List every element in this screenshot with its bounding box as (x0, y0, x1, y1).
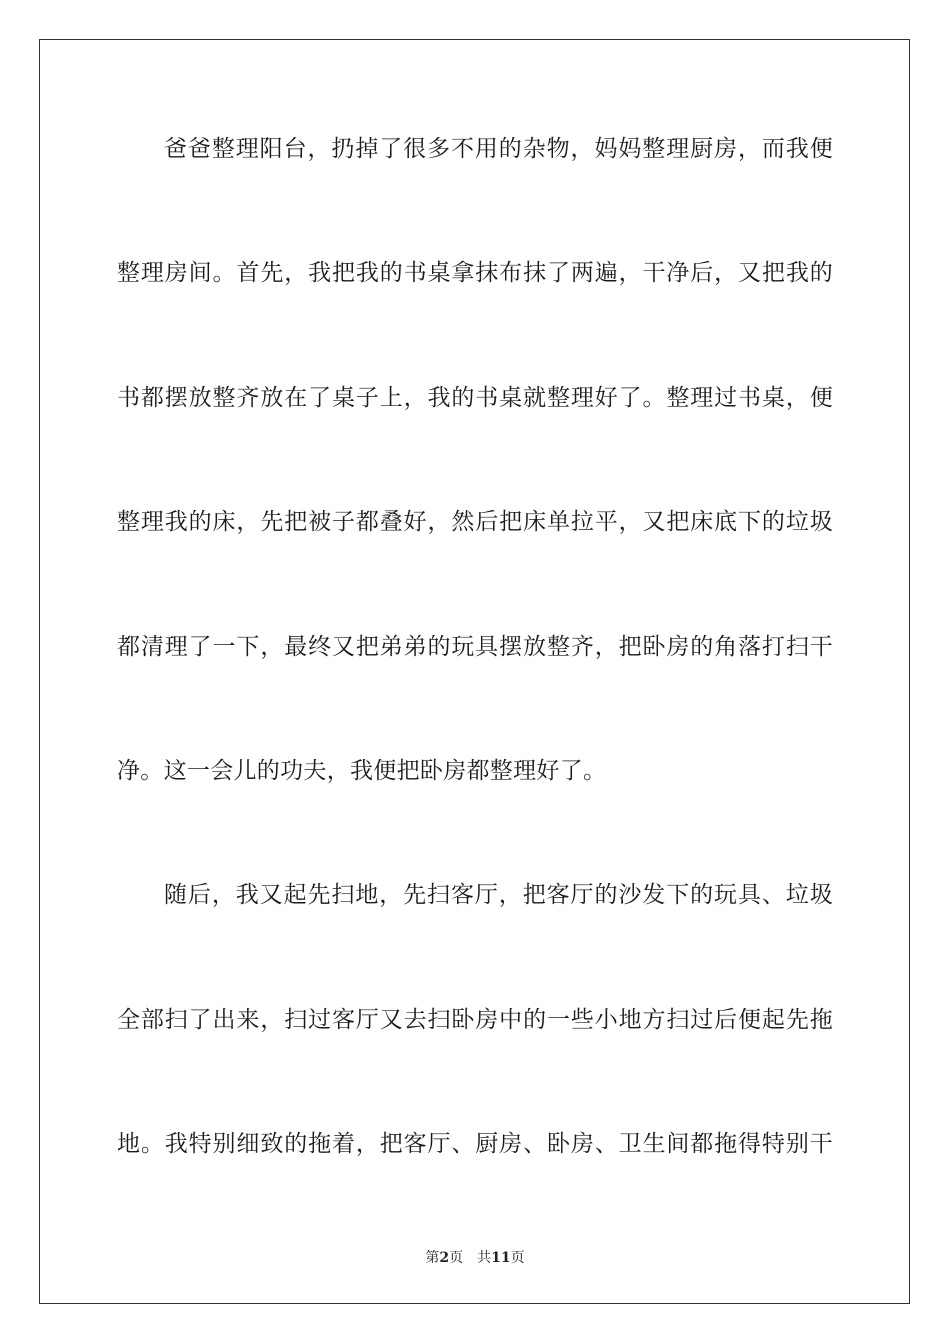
total-pages: 11 (491, 1250, 511, 1266)
paragraph-2-line-2: 全部扫了出来，扫过客厅又去扫卧房中的一些小地方扫过后便起先拖 (117, 1007, 833, 1033)
paragraph-2-line-3: 地。我特别细致的拖着，把客厅、厨房、卧房、卫生间都拖得特别干 (117, 1131, 833, 1157)
page-prefix: 第 (425, 1250, 440, 1266)
page-footer (0, 1249, 950, 1267)
paragraph-1-line-2: 整理房间。首先，我把我的书桌拿抹布抹了两遍，干净后，又把我的 (117, 260, 833, 286)
page-border (39, 39, 910, 1304)
page-number: 2 (439, 1250, 450, 1266)
paragraph-1-line-3: 书都摆放整齐放在了桌子上，我的书桌就整理好了。整理过书桌，便 (117, 385, 833, 411)
paragraph-1-line-1: 爸爸整理阳台，扔掉了很多不用的杂物，妈妈整理厨房，而我便 (164, 136, 833, 162)
total-prefix: 共 (477, 1250, 492, 1266)
total-suffix: 页 (510, 1250, 525, 1266)
page-suffix: 页 (449, 1250, 464, 1266)
paragraph-1-line-6: 净。这一会儿的功夫，我便把卧房都整理好了。 (117, 758, 607, 784)
paragraph-2-line-1: 随后，我又起先扫地，先扫客厅，把客厅的沙发下的玩具、垃圾 (164, 882, 833, 908)
paragraph-1-line-5: 都清理了一下，最终又把弟弟的玩具摆放整齐，把卧房的角落打扫干 (117, 634, 833, 660)
paragraph-1-line-4: 整理我的床，先把被子都叠好，然后把床单拉平，又把床底下的垃圾 (117, 509, 833, 535)
